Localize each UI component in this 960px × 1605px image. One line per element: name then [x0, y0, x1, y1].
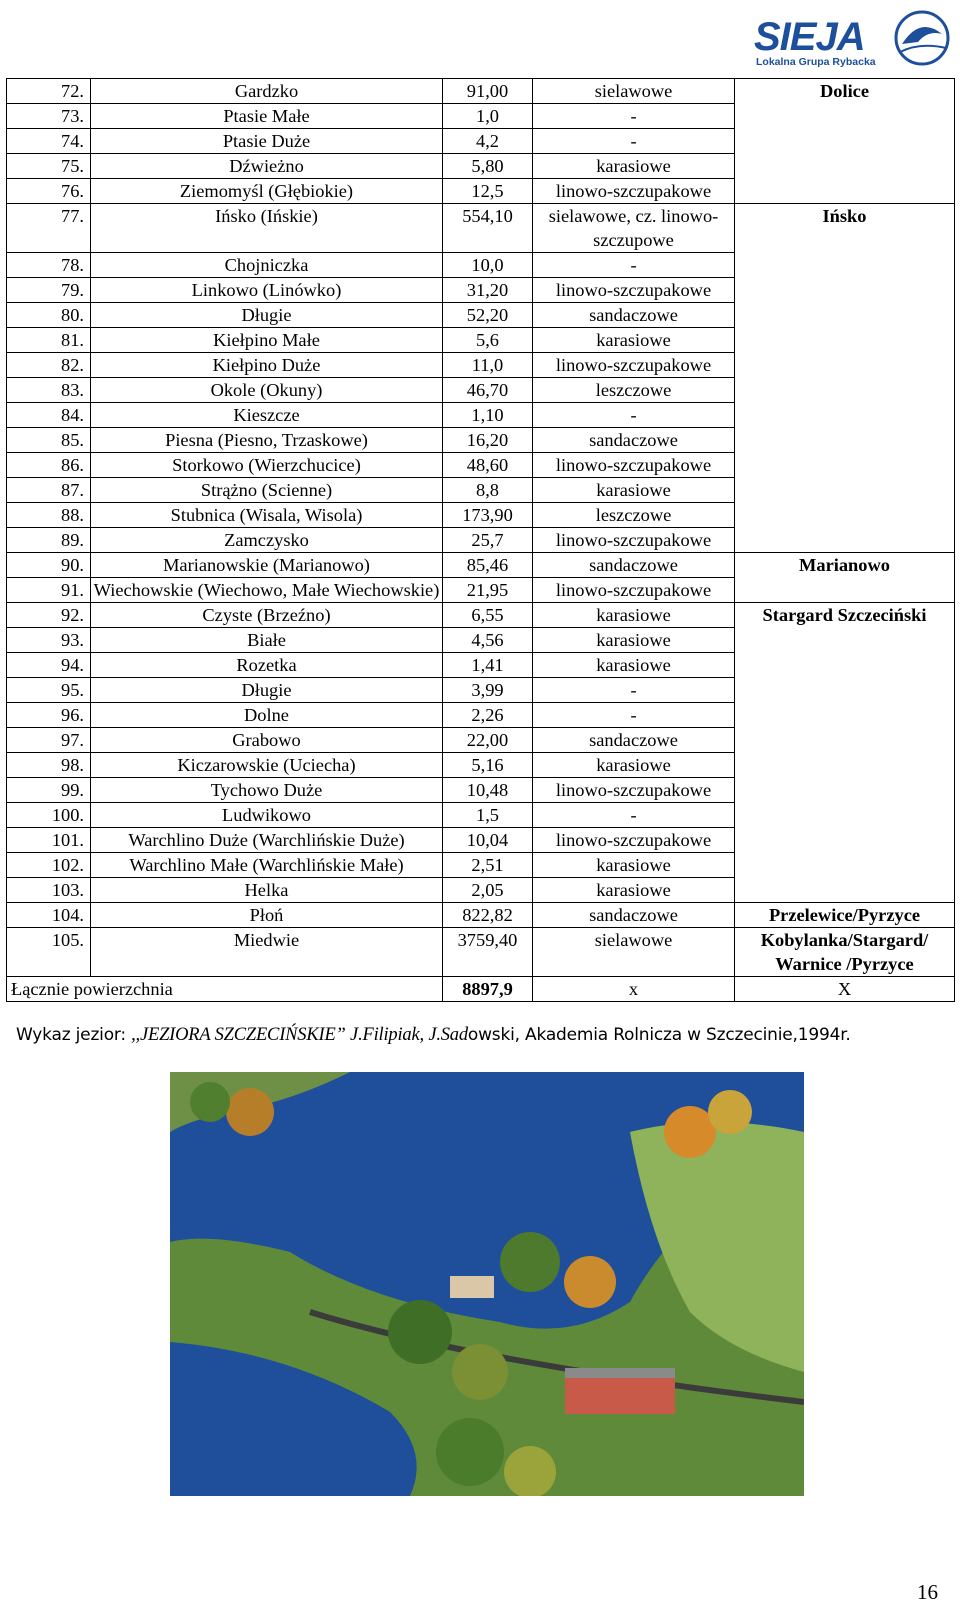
lake-type: sandaczowe — [533, 903, 735, 928]
lake-number: 75. — [7, 154, 91, 179]
lake-number: 73. — [7, 104, 91, 129]
lake-name: Tychowo Duże — [91, 778, 443, 803]
lake-type: - — [533, 253, 735, 278]
lake-type: leszczowe — [533, 378, 735, 403]
table-row — [7, 903, 955, 928]
lake-type: - — [533, 403, 735, 428]
lake-type: - — [533, 104, 735, 129]
lake-area: 11,0 — [443, 353, 533, 378]
lake-name: Długie — [91, 303, 443, 328]
lake-type: karasiowe — [533, 878, 735, 903]
lake-number: 72. — [7, 79, 91, 104]
lake-area: 2,05 — [443, 878, 533, 903]
lake-name: Białe — [91, 628, 443, 653]
lake-number: 83. — [7, 378, 91, 403]
lake-area: 1,41 — [443, 653, 533, 678]
lake-name: Kieszcze — [91, 403, 443, 428]
lake-area: 52,20 — [443, 303, 533, 328]
lake-area: 3,99 — [443, 678, 533, 703]
lake-area: 48,60 — [443, 453, 533, 478]
lake-number: 74. — [7, 129, 91, 154]
gmina-cell: Stargard Szczeciński — [735, 603, 955, 903]
lake-name: Grabowo — [91, 728, 443, 753]
lake-name: Zamczysko — [91, 528, 443, 553]
lake-type: karasiowe — [533, 603, 735, 628]
total-area: 8897,9 — [443, 977, 533, 1002]
lake-type: sielawowe, cz. linowo-szczupowe — [533, 204, 735, 253]
table-row — [7, 204, 955, 253]
total-row — [7, 977, 955, 1002]
lake-type: karasiowe — [533, 478, 735, 503]
lake-area: 12,5 — [443, 179, 533, 204]
lake-name: Długie — [91, 678, 443, 703]
lake-name: Strążno (Scienne) — [91, 478, 443, 503]
lake-name: Wiechowskie (Wiechowo, Małe Wiechowskie) — [91, 578, 443, 603]
lake-aerial-photo — [170, 1072, 804, 1496]
lake-number: 77. — [7, 204, 91, 253]
lake-name: Kiczarowskie (Uciecha) — [91, 753, 443, 778]
lake-number: 76. — [7, 179, 91, 204]
lake-name: Okole (Okuny) — [91, 378, 443, 403]
lake-number: 85. — [7, 428, 91, 453]
lake-type: linowo-szczupakowe — [533, 453, 735, 478]
lake-area: 10,04 — [443, 828, 533, 853]
lake-type: sielawowe — [533, 928, 735, 977]
lake-area: 1,0 — [443, 104, 533, 129]
lake-name: Ziemomyśl (Głębiokie) — [91, 179, 443, 204]
source-prefix: Wykaz jezior: — [16, 1025, 132, 1045]
lake-type: karasiowe — [533, 653, 735, 678]
lake-number: 101. — [7, 828, 91, 853]
lake-type: linowo-szczupakowe — [533, 179, 735, 204]
lake-number: 102. — [7, 853, 91, 878]
lake-number: 100. — [7, 803, 91, 828]
total-gmina: X — [735, 977, 955, 1002]
gmina-cell: Przelewice/Pyrzyce — [735, 903, 955, 928]
lake-area: 5,16 — [443, 753, 533, 778]
lake-type: - — [533, 129, 735, 154]
lake-name: Dolne — [91, 703, 443, 728]
lake-type: sandaczowe — [533, 553, 735, 578]
lake-number: 98. — [7, 753, 91, 778]
table-row — [7, 928, 955, 977]
gmina-cell: Kobylanka/Stargard/ Warnice /Pyrzyce — [735, 928, 955, 977]
lake-type: sandaczowe — [533, 428, 735, 453]
source-suffix: owski, Akademia Rolnicza w Szczecinie,1994r. — [467, 1025, 851, 1045]
total-label: Łącznie powierzchnia — [7, 977, 443, 1002]
lake-number: 80. — [7, 303, 91, 328]
lake-area: 91,00 — [443, 79, 533, 104]
lake-area: 2,26 — [443, 703, 533, 728]
lake-name: Storkowo (Wierzchucice) — [91, 453, 443, 478]
lake-type: karasiowe — [533, 328, 735, 353]
lake-number: 87. — [7, 478, 91, 503]
table-row — [7, 79, 955, 104]
lake-type: linowo-szczupakowe — [533, 278, 735, 303]
lake-name: Ludwikowo — [91, 803, 443, 828]
lake-area: 822,82 — [443, 903, 533, 928]
lake-number: 91. — [7, 578, 91, 603]
lake-name: Piesna (Piesno, Trzaskowe) — [91, 428, 443, 453]
lake-number: 84. — [7, 403, 91, 428]
lake-type: sandaczowe — [533, 303, 735, 328]
lake-area: 5,6 — [443, 328, 533, 353]
lake-area: 8,8 — [443, 478, 533, 503]
lake-area: 1,10 — [443, 403, 533, 428]
lake-area: 31,20 — [443, 278, 533, 303]
lake-area: 6,55 — [443, 603, 533, 628]
gmina-cell: Dolice — [735, 79, 955, 204]
lake-type: linowo-szczupakowe — [533, 828, 735, 853]
sieja-logo — [752, 8, 952, 70]
lake-name: Warchlino Małe (Warchlińskie Małe) — [91, 853, 443, 878]
lake-name: Ińsko (Ińskie) — [91, 204, 443, 253]
lake-name: Warchlino Duże (Warchlińskie Duże) — [91, 828, 443, 853]
lake-type: sandaczowe — [533, 728, 735, 753]
lake-type: karasiowe — [533, 753, 735, 778]
lake-name: Helka — [91, 878, 443, 903]
lake-area: 10,0 — [443, 253, 533, 278]
lake-name: Kiełpino Małe — [91, 328, 443, 353]
lake-name: Chojniczka — [91, 253, 443, 278]
lake-type: leszczowe — [533, 503, 735, 528]
lake-type: karasiowe — [533, 853, 735, 878]
lake-number: 79. — [7, 278, 91, 303]
lake-number: 104. — [7, 903, 91, 928]
lake-type: linowo-szczupakowe — [533, 578, 735, 603]
lake-type: linowo-szczupakowe — [533, 528, 735, 553]
lake-area: 4,2 — [443, 129, 533, 154]
lake-type: - — [533, 678, 735, 703]
lake-area: 4,56 — [443, 628, 533, 653]
lake-name: Rozetka — [91, 653, 443, 678]
lake-number: 92. — [7, 603, 91, 628]
lake-area: 2,51 — [443, 853, 533, 878]
lake-name: Dźwieżno — [91, 154, 443, 179]
lake-number: 97. — [7, 728, 91, 753]
lake-type: - — [533, 703, 735, 728]
lake-number: 105. — [7, 928, 91, 977]
lake-number: 90. — [7, 553, 91, 578]
lake-name: Kiełpino Duże — [91, 353, 443, 378]
lake-name: Stubnica (Wisala, Wisola) — [91, 503, 443, 528]
total-type: x — [533, 977, 735, 1002]
lake-name: Płoń — [91, 903, 443, 928]
lakes-table — [6, 78, 955, 1002]
lake-area: 3759,40 — [443, 928, 533, 977]
svg-text:Lokalna Grupa Rybacka: Lokalna Grupa Rybacka — [756, 56, 876, 68]
lake-area: 1,5 — [443, 803, 533, 828]
lake-name: Ptasie Małe — [91, 104, 443, 129]
lake-type: linowo-szczupakowe — [533, 353, 735, 378]
lake-area: 85,46 — [443, 553, 533, 578]
lake-name: Miedwie — [91, 928, 443, 977]
lake-name: Linkowo (Linówko) — [91, 278, 443, 303]
lake-name: Czyste (Brzeźno) — [91, 603, 443, 628]
lake-number: 82. — [7, 353, 91, 378]
lake-type: karasiowe — [533, 628, 735, 653]
lake-name: Ptasie Duże — [91, 129, 443, 154]
lake-name: Gardzko — [91, 79, 443, 104]
lake-number: 103. — [7, 878, 91, 903]
table-row — [7, 553, 955, 578]
lake-area: 25,7 — [443, 528, 533, 553]
lake-type: - — [533, 803, 735, 828]
lake-number: 99. — [7, 778, 91, 803]
lake-area: 10,48 — [443, 778, 533, 803]
lake-area: 21,95 — [443, 578, 533, 603]
gmina-cell: Marianowo — [735, 553, 955, 603]
lake-area: 173,90 — [443, 503, 533, 528]
lake-number: 95. — [7, 678, 91, 703]
lake-area: 5,80 — [443, 154, 533, 179]
lake-area: 16,20 — [443, 428, 533, 453]
lake-number: 86. — [7, 453, 91, 478]
page-number: 16 — [917, 1580, 938, 1604]
source-note — [16, 1025, 851, 1046]
svg-text:SIEJA: SIEJA — [754, 15, 865, 59]
lake-number: 96. — [7, 703, 91, 728]
lake-area: 22,00 — [443, 728, 533, 753]
lake-type: sielawowe — [533, 79, 735, 104]
gmina-cell: Ińsko — [735, 204, 955, 553]
table-row — [7, 603, 955, 628]
lake-type: linowo-szczupakowe — [533, 778, 735, 803]
lake-number: 93. — [7, 628, 91, 653]
lake-number: 81. — [7, 328, 91, 353]
lake-number: 89. — [7, 528, 91, 553]
lake-area: 554,10 — [443, 204, 533, 253]
lake-area: 46,70 — [443, 378, 533, 403]
lake-number: 94. — [7, 653, 91, 678]
source-title: ,,JEZIORA SZCZECIŃSKIE” J.Filipiak, J.Sad — [131, 1025, 468, 1045]
lake-name: Marianowskie (Marianowo) — [91, 553, 443, 578]
lake-number: 78. — [7, 253, 91, 278]
lake-number: 88. — [7, 503, 91, 528]
lake-type: karasiowe — [533, 154, 735, 179]
